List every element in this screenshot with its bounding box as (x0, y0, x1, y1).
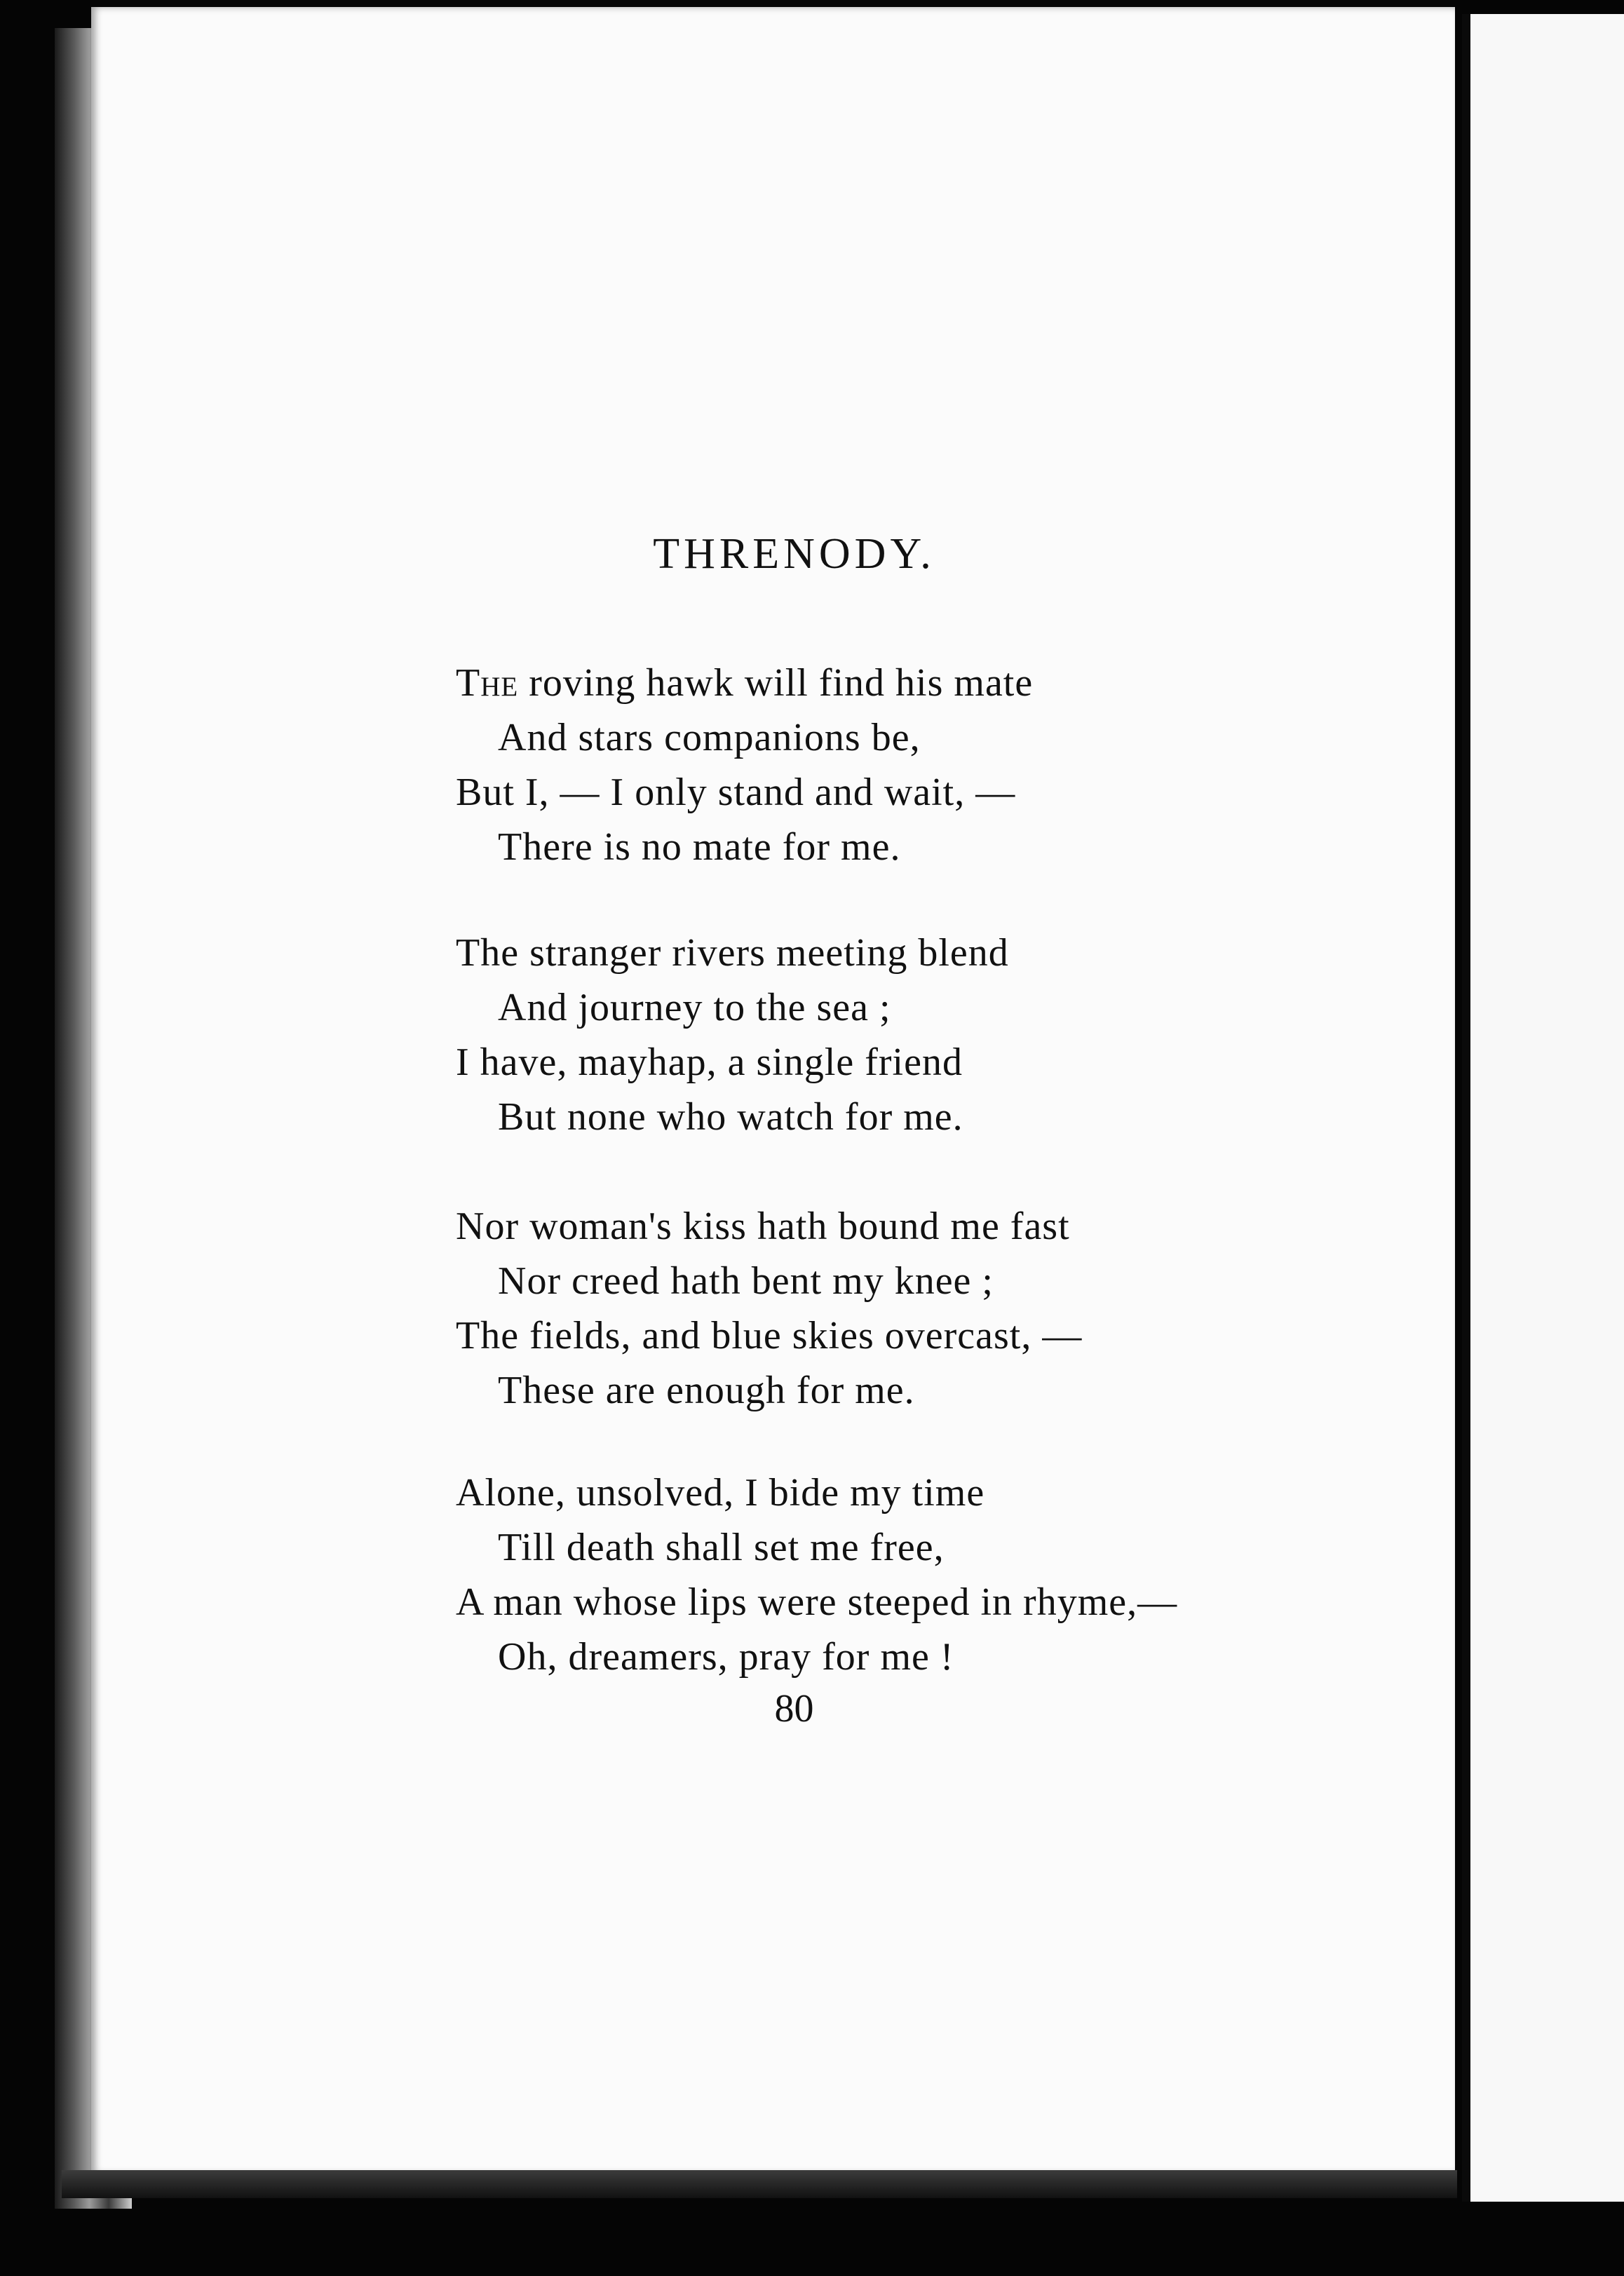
stanza-2-line-1: The stranger rivers meeting blend (456, 931, 1009, 975)
stanza-4-line-4: Oh, dreamers, pray for me ! (498, 1635, 954, 1679)
drop-word: The (456, 661, 519, 705)
stanza-1 (456, 656, 1367, 874)
stanza-3-line-1: Nor woman's kiss hath bound me fast (456, 1205, 1070, 1248)
stanza-3-line-3: The fields, and blue skies overcast, — (456, 1314, 1083, 1357)
stanza-3 (456, 1199, 1367, 1418)
stanza-1-line-2: And stars companions be, (498, 716, 921, 759)
stanza-2 (456, 926, 1367, 1144)
page-bottom-edge (62, 2170, 1457, 2198)
stanza-1-line-1 (456, 656, 1367, 710)
poem-title: THRENODY. (653, 530, 935, 578)
stanza-2-line-3: I have, mayhap, a single friend (456, 1041, 963, 1084)
line-text: roving hawk will find his mate (518, 661, 1034, 705)
stanza-4-line-1: Alone, unsolved, I bide my time (456, 1471, 985, 1515)
stanza-4-line-3: A man whose lips were steeped in rhyme,— (456, 1580, 1178, 1624)
page-number: 80 (774, 1687, 814, 1730)
stanza-4-line-2: Till death shall set me free, (498, 1526, 945, 1569)
stanza-4 (456, 1465, 1367, 1684)
page (91, 7, 1455, 2174)
stanza-2-line-4: But none who watch for me. (498, 1095, 963, 1139)
stanza-2-line-2: And journey to the sea ; (498, 986, 891, 1029)
stanza-1-line-4: There is no mate for me. (498, 825, 901, 869)
stanza-1-line-3: But I, — I only stand and wait, — (456, 771, 1016, 814)
stanza-3-line-4: These are enough for me. (498, 1369, 915, 1412)
facing-page-edge (1462, 14, 1624, 2202)
stanza-3-line-2: Nor creed hath bent my knee ; (498, 1259, 994, 1303)
